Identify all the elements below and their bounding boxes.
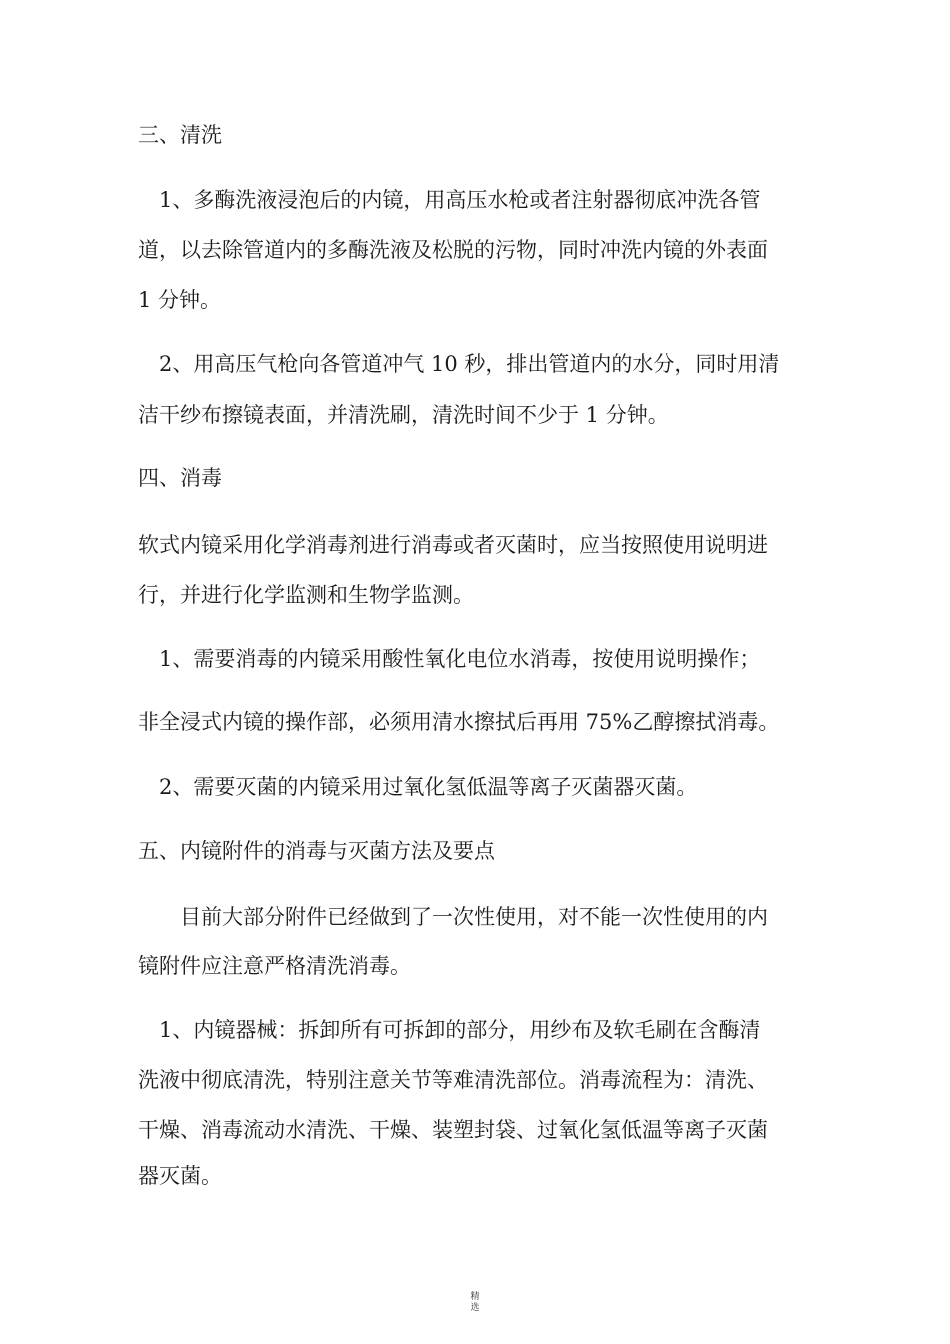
paragraph-line: 器灭菌。 [138, 1164, 222, 1188]
paragraph-line: 2、用高压气枪向各管道冲气 10 秒，排出管道内的水分，同时用清 [138, 352, 780, 376]
paragraph-line: 软式内镜采用化学消毒剂进行消毒或者灭菌时，应当按照使用说明进 [138, 533, 768, 557]
page-footer [0, 1292, 950, 1314]
paragraph-line: 洗液中彻底清洗，特别注意关节等难清洗部位。消毒流程为：清洗、 [138, 1068, 768, 1092]
paragraph-line: 非全浸式内镜的操作部，必须用清水擦拭后再用 75%乙醇擦拭消毒。 [138, 710, 780, 734]
paragraph-line: 目前大部分附件已经做到了一次性使用，对不能一次性使用的内 [138, 905, 768, 929]
paragraph-line: 干燥、消毒流动水清洗、干燥、装塑封袋、过氧化氢低温等离子灭菌 [138, 1118, 768, 1142]
footer-text: 选 [470, 1303, 480, 1313]
paragraph-line: 2、需要灭菌的内镜采用过氧化氢低温等离子灭菌器灭菌。 [138, 775, 698, 799]
footer-text: 精 [470, 1292, 480, 1302]
paragraph-line: 1 分钟。 [138, 288, 222, 312]
section-heading-cleaning: 三、清洗 [138, 123, 222, 147]
paragraph-line: 1、需要消毒的内镜采用酸性氧化电位水消毒，按使用说明操作； [138, 647, 761, 671]
paragraph-line: 1、多酶洗液浸泡后的内镜，用高压水枪或者注射器彻底冲洗各管 [138, 188, 761, 212]
paragraph-line: 1、内镜器械：拆卸所有可拆卸的部分，用纱布及软毛刷在含酶清 [138, 1018, 761, 1042]
paragraph-line: 行，并进行化学监测和生物学监测。 [138, 583, 474, 607]
paragraph-line: 洁干纱布擦镜表面，并清洗刷，清洗时间不少于 1 分钟。 [138, 403, 669, 427]
paragraph-line: 镜附件应注意严格清洗消毒。 [138, 954, 411, 978]
section-heading-accessories: 五、内镜附件的消毒与灭菌方法及要点 [138, 839, 495, 863]
section-heading-disinfection: 四、消毒 [138, 466, 222, 490]
paragraph-line: 道，以去除管道内的多酶洗液及松脱的污物，同时冲洗内镜的外表面 [138, 238, 768, 262]
